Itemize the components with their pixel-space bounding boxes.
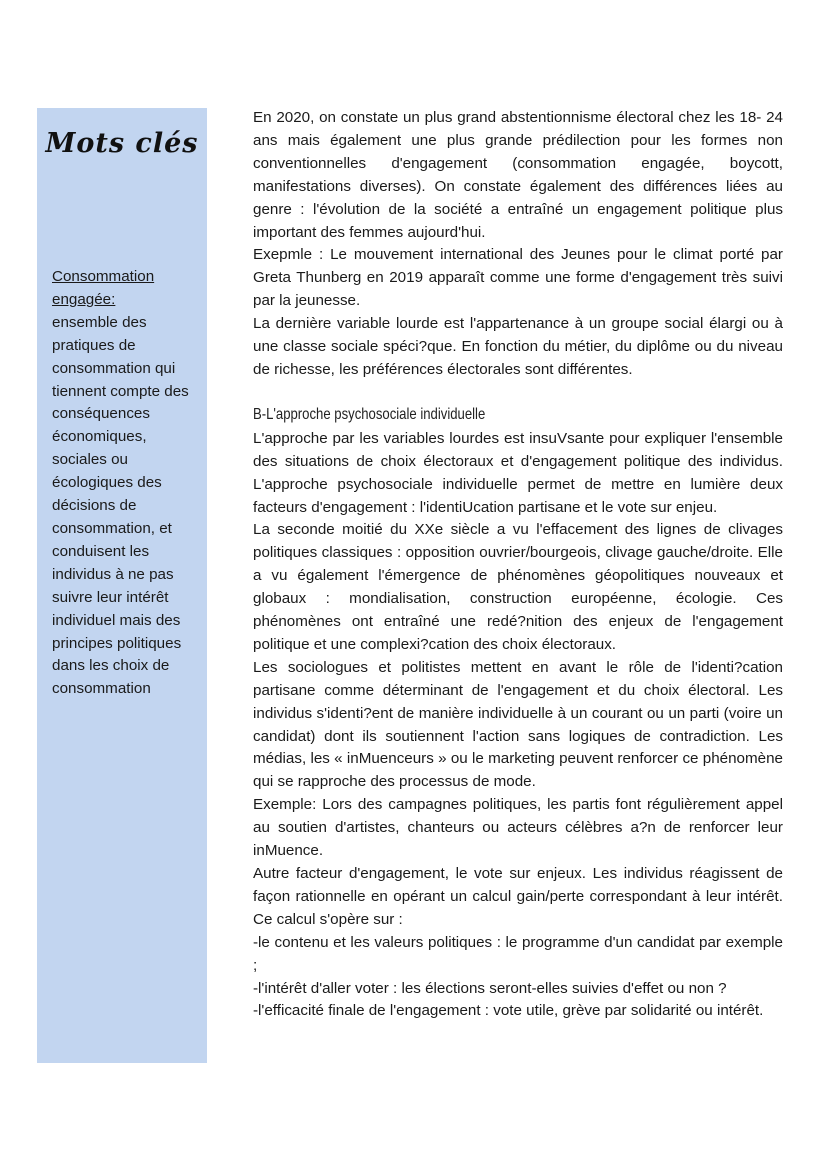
sidebar-title: Mots clés xyxy=(45,128,199,159)
paragraph-partisan-identification: Les sociologues et politistes mettent en avant le rôle de l'identi?cation partisane comme déterminant de l'engagement et du choix électoral. Les individus s'identi?ent de manière individuelle à un courant ou un parti (voire un candidat) dont ils soutiennent l'action sans logiques de contradiction. Les médias, les « inMuenceurs » ou le marketing peuvent renforcer ce phénomène qui se rapproche des processus de mode. xyxy=(253,658,783,791)
keyword-definition: ensemble des pratiques de consommation qui tiennent compte des conséquences économiques, sociales ou écologiques des décisions de consommation, et conduisent les individus à ne pas suivre leur intérêt individuel mais des principes politiques dans les choix de consommation xyxy=(52,313,189,698)
spacer xyxy=(253,382,783,404)
list-item-efficacy: -l'efficacité finale de l'engagement : vote utile, grève par solidarité ou intérêt. xyxy=(253,1002,764,1020)
paragraph-psychosocial: L'approche par les variables lourdes est insuVsante pour expliquer l'ensemble des situations de choix électoraux et d'engagement politique des individus. L'approche psychosociale individuelle permet de mettre en lumière deux facteurs d'engagement : l'identiUcation partisane et le vote sur enjeu. xyxy=(253,429,783,516)
keyword-definition-block xyxy=(52,266,202,701)
paragraph-cleavages: La seconde moitié du XXe siècle a vu l'effacement des lignes de clivages politiques classiques : opposition ouvrier/bourgeois, clivage gauche/droite. Elle a vu également l'émergence de phénomènes géopolitiques nouveaux et globaux : mondialisation, construction européenne, écologie. Ces phénomènes ont entraîné une redé?nition des enjeux de l'engagement politique et une complexi?cation des choix électoraux. xyxy=(253,521,783,653)
paragraph-social-class: La dernière variable lourde est l'appartenance à un groupe social élargi ou à une classe sociale spéci?que. En fonction du métier, du diplôme ou du niveau de richesse, les préférences électorales sont différentes. xyxy=(253,315,783,378)
section-heading: B-L'approche psychosociale individuelle xyxy=(253,405,486,423)
paragraph-example-climate: Exepmle : Le mouvement international des Jeunes pour le climat porté par Greta Thunberg en 2019 apparaît comme une forme d'engagement très suivi par la jeunesse. xyxy=(253,246,783,310)
paragraph-example-campaigns: Exemple: Lors des campagnes politiques, les partis font régulièrement appel au soutien d'artistes, chanteurs ou acteurs célèbres a?n de renforcer leur inMuence. xyxy=(253,796,783,860)
list-item-content: -le contenu et les valeurs politiques : le programme d'un candidat par exemple ; xyxy=(253,933,783,974)
keywords-sidebar xyxy=(37,108,207,1063)
paragraph-abstention: En 2020, on constate un plus grand abstentionnisme électoral chez les 18- 24 ans mais également une plus grande prédilection pour les formes non conventionnelles d'engagement (consommation engagée, boycott, manifestations diverses). On constate également des différences liées au genre : l'évolution de la société a entraîné un engagement politique plus important des femmes aujourd'hui. xyxy=(253,109,783,241)
main-text xyxy=(253,107,783,1023)
keyword-term: Consommation engagée: xyxy=(52,268,155,308)
list-item-interest: -l'intérêt d'aller voter : les élections seront-elles suivies d'effet ou non ? xyxy=(253,979,727,997)
paragraph-issue-voting: Autre facteur d'engagement, le vote sur enjeux. Les individus réagissent de façon rationnelle en opérant un calcul gain/perte correspondant à leur intérêt. Ce calcul s'opère sur : xyxy=(253,865,783,928)
